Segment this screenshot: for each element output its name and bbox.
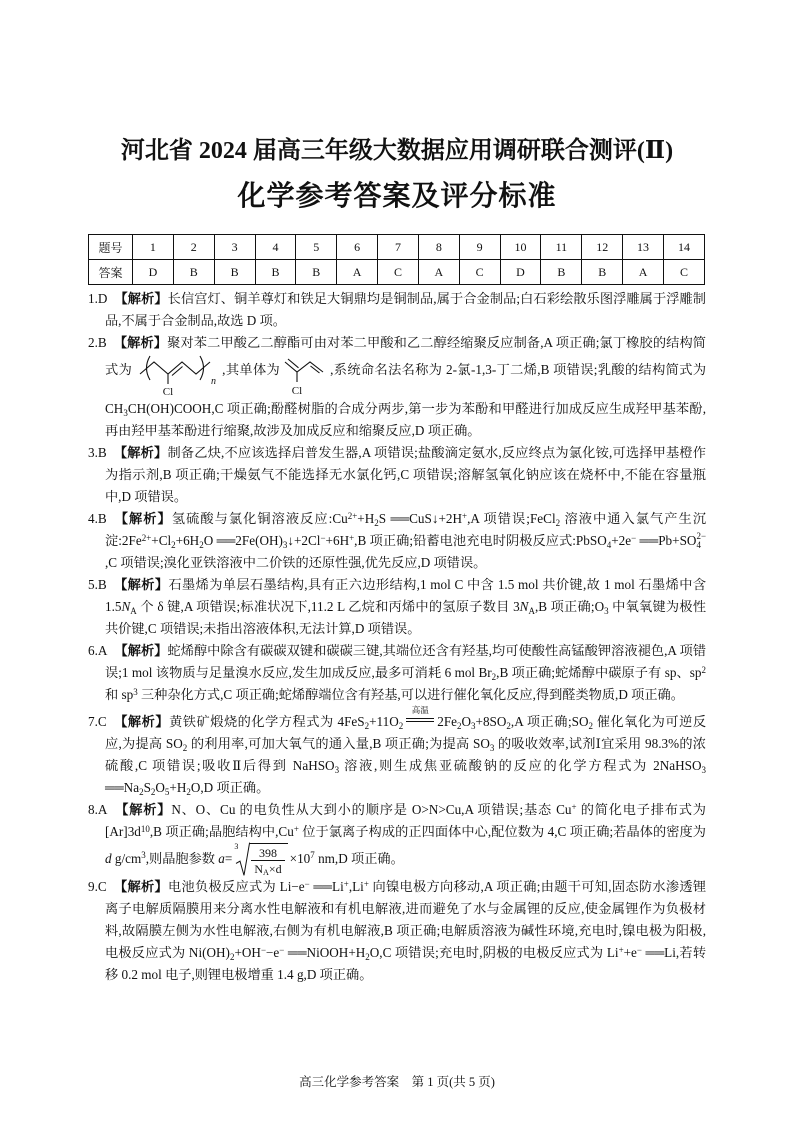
answer-explanation-item [88,574,706,640]
subscript: 3 [282,539,288,550]
document-subtitle: 化学参考答案及评分标准 [237,181,557,212]
text-run: 的简化电子排布式为 [Ar]3d [105,802,706,839]
answer-cell: A [337,260,378,285]
text-run: ,B 项正确;晶胞结构中,Cu [149,824,294,839]
text-run: ↓+2Cl [287,533,321,548]
question-number-row [89,235,705,260]
chloroprene-polymer-structure [134,354,220,398]
text-run: 个 δ 键,A 项错误;标准状况下,11.2 L 乙烷和丙烯中的氢原子数目 3 [136,599,520,614]
answer-cell: B [296,260,337,285]
radical-sign [236,843,250,876]
question-number-cell: 4 [255,235,296,260]
document-title: 河北省 2024 届高三年级大数据应用调研联合测评(Ⅱ) [120,138,674,164]
answer-cell: D [500,260,541,285]
answer-table [88,234,705,285]
question-number-cell: 13 [623,235,664,260]
superscript: 3 [141,850,146,861]
italic-symbol: a [218,850,225,866]
text-run: +11O [369,714,399,729]
answer-cell: A [418,260,459,285]
explanation-text [105,801,706,878]
superscript: + [571,801,577,812]
root-radicand [249,843,287,876]
explanation-text [105,577,706,636]
text-run: ,B 项正确;蛇烯醇中碳原子有 sp、sp [496,665,702,680]
superscript: + [349,532,355,543]
analysis-tag: 【解析】 [113,879,169,894]
fraction-numerator [251,846,284,860]
superscript: − [636,944,642,955]
subscript: 3 [123,407,128,418]
subscript: 2 [365,951,370,962]
subscript: A [130,605,137,616]
question-number-cell: 3 [214,235,255,260]
text-run: +6H [175,533,200,548]
text-run: ══Pb+SO [636,533,697,548]
superscript: 7 [310,850,315,861]
answer-explanation-item [88,442,706,508]
analysis-tag: 【解析】 [113,714,170,729]
superscript: + [343,878,349,889]
subscript: 2 [364,720,370,731]
superscript: 2− [696,530,706,541]
item-number-and-answer: 1.D [88,291,108,306]
answer-explanation-item [88,508,706,574]
double-line-equals [406,718,434,722]
explanation-text [105,335,706,438]
text-run: 的利用率,可加大氧气的通入量,B 项正确;为提高 SO [187,736,490,751]
text-run: = [224,850,233,866]
text-run: 三种杂化方式,C 项正确;蛇烯醇端位含有羟基,可以进行催化氧化反应,得到醛类物质,D 项正确。 [137,687,684,702]
cube-root-expression [234,843,287,876]
subscript: 5 [164,786,170,797]
subscript: 2 [229,951,235,962]
text-run: ══Na [105,780,140,795]
explanation-text [105,643,706,702]
text-run: ,A 项正确;SO [510,714,589,729]
answer-explanation-item [88,876,706,986]
question-number-cell: 5 [296,235,337,260]
text-run: ,Li [348,879,364,894]
text-run: 的吸收效率,试剂Ⅰ宜采用 98.3%的浓硫酸,C 项错误;吸收Ⅱ后得到 NaHSO [105,736,706,773]
item-number-and-answer: 8.A [88,802,108,817]
item-number-and-answer: 4.B [88,511,107,526]
text-run: 制备乙炔,不应该选择启普发生器,A 项错误;盐酸滴定氨水,反应终点为氯化铵,可选择甲基橙作为指示剂,B 项正确;干燥氨气不能选择无水氯化钙,C 项错误;溶解氢氧化钠应该在烧杯中,不能在容量瓶中,D 项错误。 [105,445,706,504]
radical-stroke [236,843,250,875]
answer-explanation-item [88,799,706,876]
subscript: 3 [334,764,340,775]
italic-symbol: N [519,599,529,614]
text-run: 溶液中通入氯气产生沉淀:2Fe [105,511,707,548]
text-run: S ══CuS↓+2H [378,511,462,526]
question-number-cell: 14 [663,235,704,260]
text-run: O,D 项正确。 [190,780,270,795]
text-run: ,则晶胞参数 [145,850,219,866]
text-run: 2Fe [437,714,458,729]
reaction-condition-equals [405,706,435,726]
subscript: 2 [139,786,144,797]
answer-explanation-item [88,332,706,442]
text-run: ,A 项错误;FeCl [467,511,556,526]
subscript: 2 [506,720,511,731]
superscript: − [631,532,637,543]
item-number-and-answer: 3.B [88,445,107,460]
italic-symbol: d [105,850,112,866]
text-run: 长信宫灯、铜羊尊灯和铁足大铜鼎均是铜制品,属于合金制品;白石彩绘散乐图浮雕属于浮雕制品,不属于合金制品,故选 D 项。 [105,291,706,328]
item-number-and-answer: 9.C [88,879,107,894]
text-run: ══NiOOH+H [284,945,366,960]
text-run: +e [623,945,637,960]
answer-cell: C [459,260,500,285]
question-number-cell: 8 [418,235,459,260]
fraction-denominator [251,860,284,876]
subscript: 2 [457,720,462,731]
subscript: A [528,605,535,616]
answer-cell: B [214,260,255,285]
text-run: ,B 项正确;O [534,599,605,614]
text-run: N、O、Cu 的电负性从大到小的顺序是 O>N>Cu,A 项错误;基态 Cu [171,802,572,817]
superscript: 10 [140,823,150,834]
subscript: 4 [696,540,701,551]
subscript: 3 [701,764,706,775]
subscript: 2 [588,720,593,731]
chlorine-label: Cl [162,386,174,398]
superscript: − [304,878,310,889]
answer-explanation-item [88,706,706,799]
question-number-cell: 11 [541,235,582,260]
text-run: 位于氯离子构成的正四面体中心,配位数为 4,C 项正确;若晶体的密度为 [298,824,706,839]
analysis-tag: 【解析】 [113,577,169,592]
question-number-cell: 12 [582,235,623,260]
text-run: 催化氧化为可逆反应,为提高 SO [105,714,707,751]
reaction-condition-label: 高温 [411,705,429,715]
superscript: + [363,878,369,889]
superscript: 2+ [141,532,152,543]
analysis-tag: 【解析】 [113,335,168,350]
explanation-text [105,879,706,982]
text-run: 聚对苯二甲酸乙二醇酯可由对苯二甲酸和乙二醇经缩聚反应制备,A 项正确;氯丁橡胶的结构简式为 [105,335,706,377]
text-run: +OH [234,945,261,960]
text-run: 和 sp [105,687,134,702]
analysis-tag: 【解析】 [113,445,168,460]
chloroprene-monomer-structure [282,354,328,398]
superscript: 3 [133,686,138,697]
question-number-cell: 6 [337,235,378,260]
item-number-and-answer: 7.C [88,714,107,729]
explanation-text [105,705,707,797]
text-run: +6H [325,533,350,548]
text-run: 石墨烯为单层石墨结构,具有正六边形结构,1 mol C 中含 1.5 mol 共价键,故 1 mol 石墨烯中含 1.5 [105,577,707,614]
text-run: 氢硫酸与氯化铜溶液反应:Cu [171,511,348,526]
text-run: 蛇烯醇中除含有碳碳双键和碳碳三键,其端位还含有羟基,均可使酸性高锰酸钾溶液褪色,A 项错误;1 mol 该物质与足量溴水反应,发生加成反应,最多可消耗 6 mol Br [105,643,707,680]
item-number-and-answer: 5.B [88,577,107,592]
text-run: O,C 项错误;充电时,阴极的电极反应式为 Li [369,945,619,960]
answer-cell: B [255,260,296,285]
page-footer: 高三化学参考答案 第 1 页(共 5 页) [299,1075,495,1089]
superscript: − [260,944,266,955]
question-number-cell: 1 [133,235,174,260]
text-run: ×10 [289,850,311,866]
subscript: 2 [199,539,204,550]
subscript: 2 [186,786,191,797]
text-run: ,系统命名法名称为 2-氯-1,3-丁二烯,B 项错误;乳酸的结构简式为 CH [105,362,707,416]
text-run: ,C 项错误;溴化亚铁溶液中二价铁的还原性强,优先反应,D 项错误。 [105,555,487,570]
fraction [251,846,284,876]
text-run: ×d [268,862,282,876]
text-run: nm,D 项正确。 [314,850,404,866]
text-run: 溶液,则生成焦亚硫酸钠的反应的化学方程式为 2NaHSO [339,758,702,773]
answer-explanation-item [88,288,706,332]
text-run: +H [357,511,375,526]
superscript: − [320,532,326,543]
superscript: 2+ [347,510,358,521]
answer-table-body [89,235,705,285]
answer-cell: B [541,260,582,285]
text-run: +2e [611,533,632,548]
answer-explanation-item [88,640,706,706]
explanation-list [88,288,706,986]
text-run: g/cm [111,850,142,866]
root-index: 3 [234,842,239,851]
text-run: ══Li [309,879,344,894]
text-run: O ══2Fe(OH) [203,533,283,548]
subscript: 2 [555,517,561,528]
text-run: ,其单体为 [222,362,281,377]
explanation-text [105,445,706,504]
subscript: 2 [491,671,497,682]
subscript: 2 [150,786,156,797]
item-number-and-answer: 2.B [88,335,107,350]
text-run: S [143,780,151,795]
subscript: 3 [471,720,476,731]
subscript: 2 [171,539,176,550]
sub-superscript [696,532,706,551]
row-label-question-number: 题号 [89,235,133,260]
superscript: + [462,510,468,521]
answer-cell: A [623,260,664,285]
row-label-answer: 答案 [89,260,133,285]
answer-cell: D [133,260,174,285]
text-run: ,B 项正确;铅蓄电池充电时阴极反应式:PbSO [354,533,607,548]
text-run: +Cl [151,533,172,548]
answer-cell: C [378,260,419,285]
text-run: O [155,780,165,795]
question-number-cell: 10 [500,235,541,260]
question-number-cell: 7 [378,235,419,260]
subscript: 2 [398,720,404,731]
subscript: A [262,868,269,878]
subscript: 2 [182,742,188,753]
text-run: 398 [258,846,277,860]
analysis-tag: 【解析】 [114,291,168,306]
subscript: 4 [606,539,612,550]
text-run: CH(OH)COOH,C 项正确;酚醛树脂的合成分两步,第一步为苯酚和甲醛进行加成反应生成羟甲基苯酚,再由羟甲基苯酚进行缩聚,故涉及加成反应和缩聚反应,D 项正确。 [105,401,706,438]
text-run: +H [169,780,187,795]
superscript: 2 [701,664,706,675]
repeat-count-label: n [211,376,217,387]
analysis-tag: 【解析】 [113,511,172,526]
subscript: 2 [374,517,379,528]
polymer-bonds [140,362,210,384]
italic-symbol: N [121,599,131,614]
analysis-tag: 【解析】 [114,643,168,658]
superscript: + [293,823,299,834]
text-run: 中氧氧键为极性共价键,C 项错误;未指出溶液体积,无法计算,D 项错误。 [105,599,707,636]
text-run: +8SO [475,714,507,729]
text-run: O [461,714,472,729]
subscript: 3 [604,605,609,616]
answer-cell: C [663,260,704,285]
monomer-bonds [285,359,323,382]
text-run: 黄铁矿煅烧的化学方程式为 4FeS [169,714,365,729]
answer-cell: B [173,260,214,285]
superscript: − [279,944,285,955]
question-number-cell: 2 [173,235,214,260]
item-number-and-answer: 6.A [88,643,108,658]
analysis-tag: 【解析】 [114,802,172,817]
answer-cell: B [582,260,623,285]
text-run: 电池负极反应式为 Li−e [168,879,305,894]
explanation-text [105,291,706,328]
question-number-cell: 9 [459,235,500,260]
chlorine-label: Cl [291,385,303,397]
text-run: N [254,862,263,876]
explanation-text [105,511,706,570]
text-run: −e [266,945,280,960]
text-run: 向镍电极方向移动,A 项正确;由题干可知,固态防水渗透锂离子电解质隔膜用来分离水性电解液和有机电解液,进而避免了水与金属锂的反应,使金属锂作为负极材料,故隔膜左侧为水性电解液,右侧为有机电解液,B 项正确;电解质溶液为碱性环境,充电时,镍电极为阳极,电极反应式为 Ni(OH) [105,879,707,960]
answer-row [89,260,705,285]
text-run: ══Li,若转移 0.2 mol 电子,则锂电极增重 1.4 g,D 项正确。 [105,945,707,982]
subscript: 3 [489,742,495,753]
superscript: + [618,944,624,955]
